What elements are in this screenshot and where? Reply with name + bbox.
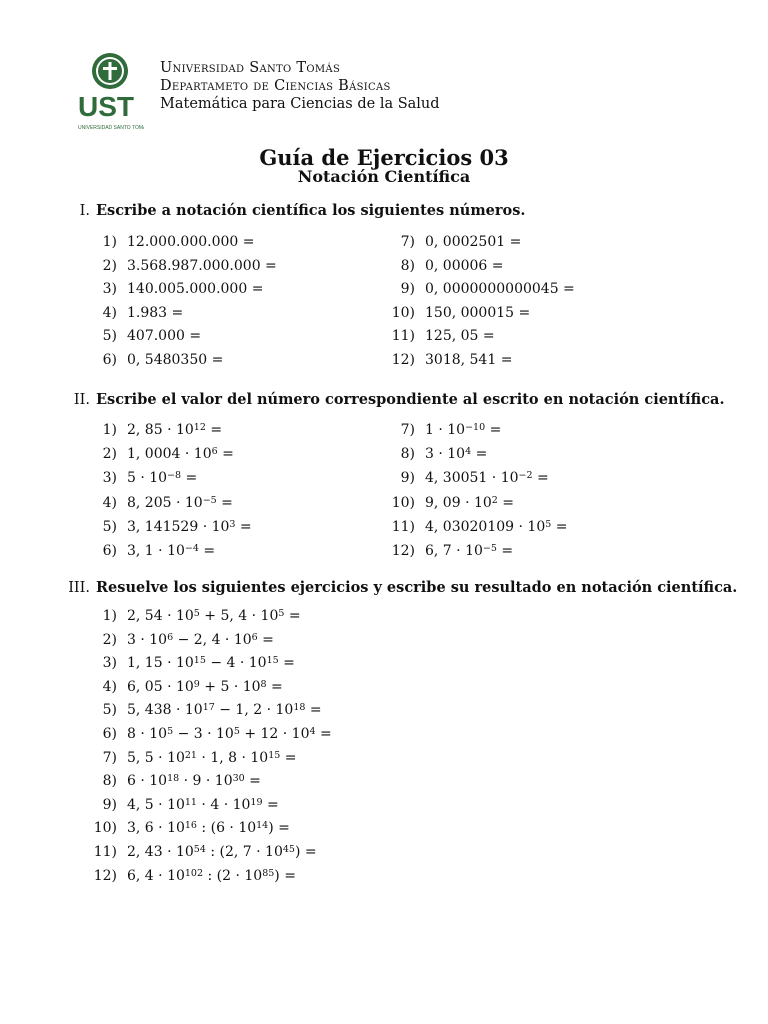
exercise-item [400, 257, 504, 274]
exercise-expression: 1.983 = [127, 304, 184, 321]
exercise-number: 12) [391, 352, 415, 368]
exercise-number: 10) [93, 820, 117, 837]
svg-text:UST: UST [78, 91, 134, 122]
exercise-number: 9) [102, 796, 117, 813]
exercise-expression: 4, $30051 \cdot 10^{-2}$ = [425, 470, 549, 487]
exercise-expression: 8, $205 \cdot 10^{-5}$ = [127, 494, 233, 511]
exercise-item [400, 446, 488, 463]
exercise-number: 6) [102, 726, 117, 742]
exercise-number: 3) [102, 281, 117, 298]
exercise-expression: 407.000 = [127, 328, 202, 345]
exercise-item [391, 518, 568, 535]
exercise-item [102, 773, 261, 790]
exercise-expression: 0, 00006 = [425, 257, 504, 274]
exercise-number: 3) [102, 655, 117, 672]
section-3-text: Resuelve los siguientes ejercicios y escribe su resultado en notación científica. [96, 579, 738, 596]
seal-icon [76, 52, 144, 134]
exercise-item [102, 328, 202, 345]
exercise-expression: 1, $0004 \cdot 10^6$ = [127, 446, 234, 463]
exercise-number: 2) [102, 257, 117, 274]
exercise-expression: 5, $438 \cdot 10^{17} - 1$, $2 \cdot 10^{18}$ = [127, 702, 322, 719]
exercise-expression: $8 \cdot 10^5 - 3 \cdot 10^5 + 12 \cdot 10^4$ = [127, 726, 332, 742]
exercise-item [391, 352, 513, 368]
svg-text:UNIVERSIDAD SANTO TOMÁS: UNIVERSIDAD SANTO TOMÁS [78, 125, 144, 131]
exercise-item [102, 678, 283, 695]
section-1-numeral: I. [79, 203, 90, 219]
exercise-expression: 2, $85 \cdot 10^{12}$ = [127, 422, 223, 438]
exercise-number: 5) [102, 328, 117, 345]
exercise-number: 6) [102, 543, 117, 559]
exercise-item [391, 543, 514, 559]
exercise-number: 11) [391, 518, 415, 535]
exercise-expression: $1 \cdot 10^{-10}$ = [425, 422, 502, 438]
exercise-item [400, 281, 575, 298]
course-name: Matemática para Ciencias de la Salud [160, 96, 440, 112]
exercise-number: 10) [391, 494, 415, 511]
exercise-expression: 12.000.000.000 = [127, 234, 255, 250]
exercise-expression: 0, 5480350 = [127, 352, 224, 368]
exercise-item [93, 867, 296, 884]
exercise-number: 4) [102, 304, 117, 321]
exercise-expression: $6 \cdot 10^{18} \cdot 9 \cdot 10^{30}$ = [127, 773, 261, 790]
exercise-expression: 150, 000015 = [425, 304, 531, 321]
exercise-expression: 0, 0000000000045 = [425, 281, 575, 298]
exercise-number: 1) [102, 608, 117, 624]
exercise-item [102, 257, 277, 274]
exercise-expression: 3, $141529 \cdot 10^3$ = [127, 518, 252, 535]
exercise-item [102, 494, 233, 511]
exercise-item [102, 422, 223, 438]
exercise-number: 3) [102, 470, 117, 487]
exercise-number: 7) [400, 234, 415, 250]
exercise-expression: 140.005.000.000 = [127, 281, 264, 298]
exercise-number: 9) [400, 470, 415, 487]
exercise-number: 2) [102, 631, 117, 648]
exercise-expression: 9, $09 \cdot 10^2$ = [425, 494, 515, 511]
exercise-expression: 125, 05 = [425, 328, 495, 345]
exercise-number: 9) [400, 281, 415, 298]
exercise-expression: 6, $05 \cdot 10^9 + 5 \cdot 10^8$ = [127, 678, 283, 695]
exercise-number: 8) [400, 446, 415, 463]
exercise-number: 12) [391, 543, 415, 559]
exercise-expression: 4, $03020109 \cdot 10^5$ = [425, 518, 568, 535]
exercise-item [102, 446, 234, 463]
exercise-number: 1) [102, 422, 117, 438]
exercise-number: 12) [93, 867, 117, 884]
section-1-heading [72, 202, 525, 219]
exercise-expression: 1, $15 \cdot 10^{15} - 4 \cdot 10^{15}$ = [127, 655, 295, 672]
exercise-number: 8) [102, 773, 117, 790]
exercise-number: 1) [102, 234, 117, 250]
page-subtitle: Notación Científica [297, 167, 471, 186]
exercise-expression: $5 \cdot 10^{-8}$ = [127, 470, 198, 487]
exercise-expression: 6, $4 \cdot 10^{102}$ : $(2 \cdot 10^{85})$ = [127, 867, 296, 884]
section-2-numeral: II. [73, 392, 90, 408]
exercise-item [102, 234, 255, 250]
page-title: Guía de Ejercicios 03 [259, 145, 509, 170]
section-3-heading [62, 579, 737, 596]
exercise-expression: $3 \cdot 10^4$ = [425, 446, 488, 463]
exercise-number: 4) [102, 494, 117, 511]
exercise-number: 11) [93, 844, 117, 860]
exercise-item [400, 470, 549, 487]
section-1-text: Escribe a notación científica los siguientes números. [96, 202, 526, 219]
exercise-number: 7) [102, 749, 117, 766]
exercise-expression: 4, $5 \cdot 10^{11} \cdot 4 \cdot 10^{19}$ = [127, 796, 279, 813]
exercise-item [102, 796, 279, 813]
exercise-item [391, 494, 515, 511]
section-2-heading [66, 391, 725, 408]
university-name: Universidad Santo Tomás [160, 60, 341, 76]
exercise-item [102, 702, 322, 719]
exercise-item [102, 543, 216, 559]
document-header [160, 59, 440, 113]
exercise-number: 2) [102, 446, 117, 463]
section-3-numeral: III. [68, 580, 90, 596]
exercise-number: 10) [391, 304, 415, 321]
exercise-number: 8) [400, 257, 415, 274]
exercise-item [102, 470, 198, 487]
exercise-expression: 0, 0002501 = [425, 234, 522, 250]
exercise-item [102, 281, 264, 298]
exercise-expression: 3018, 541 = [425, 352, 513, 368]
exercise-item [102, 352, 224, 368]
exercise-item [102, 518, 252, 535]
exercise-expression: 6, $7 \cdot 10^{-5}$ = [425, 543, 514, 559]
exercise-expression: 3, $6 \cdot 10^{16}$ : $(6 \cdot 10^{14})$ = [127, 820, 290, 837]
exercise-item [102, 631, 274, 648]
exercise-expression: $3 \cdot 10^6 - 2$, $4 \cdot 10^6$ = [127, 631, 274, 648]
section-2-text: Escribe el valor del número correspondiente al escrito en notación científica. [96, 391, 725, 408]
exercise-number: 7) [400, 422, 415, 438]
exercise-item [102, 655, 295, 672]
exercise-item [391, 328, 495, 345]
exercise-expression: 3, $1 \cdot 10^{-4}$ = [127, 543, 216, 559]
department-name: Departameto de Ciencias Básicas [160, 78, 391, 94]
exercise-expression: 3.568.987.000.000 = [127, 257, 277, 274]
university-logo [76, 52, 144, 134]
exercise-number: 5) [102, 518, 117, 535]
exercise-item [400, 422, 502, 438]
exercise-item [93, 820, 290, 837]
exercise-expression: 5, $5 \cdot 10^{21} \cdot 1$, $8 \cdot 10^{15}$ = [127, 749, 297, 766]
exercise-item [400, 234, 522, 250]
exercise-number: 11) [391, 328, 415, 345]
exercise-item [102, 608, 301, 624]
exercise-expression: 2, $43 \cdot 10^{54}$ : (2, $7 \cdot 10^{45}$) = [127, 844, 317, 860]
exercise-item [391, 304, 531, 321]
exercise-number: 6) [102, 352, 117, 368]
exercise-item [102, 749, 297, 766]
exercise-number: 4) [102, 678, 117, 695]
exercise-number: 5) [102, 702, 117, 719]
exercise-item [102, 304, 184, 321]
exercise-item [93, 844, 317, 860]
exercise-item [102, 726, 332, 742]
exercise-expression: 2, $54 \cdot 10^5 + 5$, $4 \cdot 10^5$ = [127, 608, 301, 624]
